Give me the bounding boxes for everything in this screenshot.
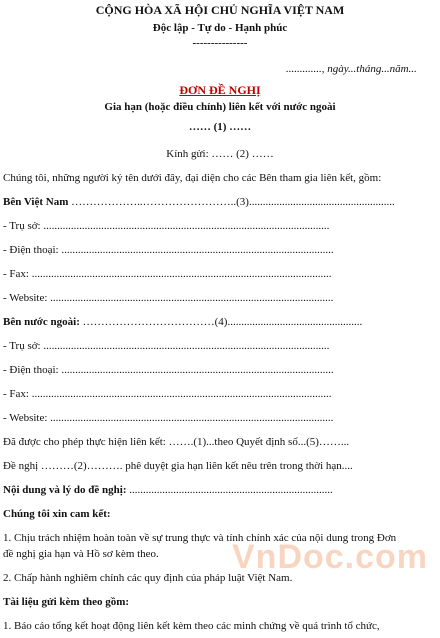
permission-line: Đã được cho phép thực hiện liên kết: …….(1)...theo Quyết định số...(5)……... — [3, 436, 350, 448]
vietnam-party-line — [3, 196, 395, 209]
foreign-party-fill: ………………………………(4)................................................. — [79, 316, 363, 328]
vn-fax-field: - Fax: ............................................................................................................. — [3, 268, 332, 280]
attachments-heading: Tài liệu gửi kèm theo gồm: — [3, 596, 130, 608]
content-reason-line — [3, 484, 333, 497]
commitment-item-1-cont: đề nghị gia hạn và Hồ sơ kèm theo. — [3, 548, 159, 560]
content-reason-fill: .......................................................................... — [126, 484, 333, 496]
form-number: …… (1) …… — [188, 121, 252, 133]
intro-text: Chúng tôi, những người ký tên dưới đây, đại diện cho các Bên tham gia liên kết, gồm: — [3, 172, 382, 184]
commitment-item-2: 2. Chấp hành nghiêm chỉnh các quy định của pháp luật Việt Nam. — [3, 572, 293, 584]
foreign-party-line — [3, 316, 362, 329]
foreign-fax-field: - Fax: ............................................................................................................. — [3, 388, 332, 400]
foreign-phone-field: - Điện thoại: ................................................................................................... — [3, 364, 334, 376]
date-line: ............., ngày...tháng...năm... — [286, 63, 417, 75]
watermark-logo: VnDoc.com — [232, 538, 429, 576]
content-reason-label: Nội dung và lý do đề nghị: — [3, 484, 127, 496]
vietnam-party-label: Bên Việt Nam — [3, 196, 69, 208]
foreign-party-label: Bên nước ngoài: — [3, 316, 80, 328]
separator: --------------- — [192, 37, 248, 49]
form-title: ĐƠN ĐỀ NGHỊ — [179, 83, 261, 97]
request-line: Đề nghị ………(2)………. phê duyệt gia hạn liên kết nêu trên trong thời hạn.... — [3, 460, 353, 472]
commitment-heading: Chúng tôi xin cam kết: — [3, 508, 111, 520]
recipient: Kính gửi: …… (2) …… — [166, 148, 274, 160]
foreign-address-field: - Trụ sở: ........................................................................................................ — [3, 340, 330, 352]
vietnam-party-fill: ………………..……………………..(3)..................................................... — [68, 196, 395, 208]
vn-address-field: - Trụ sở: ........................................................................................................ — [3, 220, 330, 232]
form-subtitle: Gia hạn (hoặc điều chỉnh) liên kết với nước ngoài — [104, 101, 336, 113]
motto: Độc lập - Tự do - Hạnh phúc — [152, 22, 288, 34]
foreign-website-field: - Website: ....................................................................................................... — [3, 412, 334, 424]
vn-phone-field: - Điện thoại: ................................................................................................... — [3, 244, 334, 256]
attachment-item-1: 1. Báo cáo tổng kết hoạt động liên kết kèm theo các minh chứng về quá trình tổ chức, — [3, 620, 380, 632]
commitment-item-1: 1. Chịu trách nhiệm hoàn toàn về sự trung thực và tính chính xác của nội dung trong Đơn — [3, 532, 397, 544]
vn-website-field: - Website: ....................................................................................................... — [3, 292, 334, 304]
republic-heading: CỘNG HÒA XÃ HỘI CHỦ NGHĨA VIỆT NAM — [95, 3, 345, 17]
